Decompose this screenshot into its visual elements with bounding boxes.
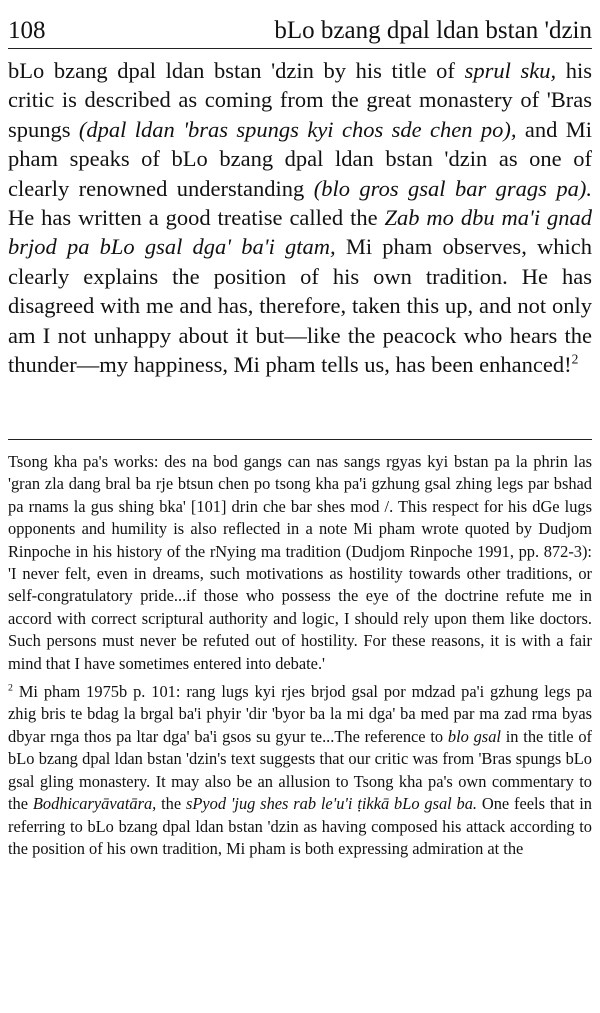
main-text	[8, 56, 592, 379]
text-run: bLo bzang dpal ldan bstan 'dzin by his title of	[8, 58, 465, 83]
text-run: He has written a good treatise called the	[8, 205, 385, 231]
italic-run: Bodhicaryāvatāra,	[32, 794, 157, 814]
footnote-2	[8, 681, 592, 860]
italic-run: blo gsal	[447, 726, 501, 746]
body-paragraph	[8, 56, 592, 379]
italic-run: sPyod 'jug shes rab le'u'i ṭikkā bLo gsal ba.	[185, 794, 478, 814]
footnote-rule	[8, 439, 592, 440]
footnotes	[8, 451, 592, 860]
text-run: One feels that in referring to bLo bzang dpal ldan bstan 'dzin as having composed his attack according to the position of his own tradition, Mi pham is both expressing admiration at the	[8, 794, 592, 858]
text-run: his critic is described as coming from the great monastery of 'Bras spungs	[8, 58, 592, 142]
italic-run: (blo gros gsal bar grags pa).	[313, 175, 592, 201]
running-header	[8, 2, 592, 46]
italic-run: sprul sku,	[464, 58, 557, 83]
text-run: the	[156, 794, 186, 814]
italic-run: (dpal ldan 'bras spungs kyi chos sde chen po),	[78, 116, 517, 142]
page-number: 108	[8, 17, 46, 44]
header-rule	[8, 48, 592, 49]
running-title: bLo bzang dpal ldan bstan 'dzin	[274, 17, 592, 44]
footnote-continued: Tsong kha pa's works: des na bod gangs can nas sangs rgyas kyi bstan pa la phrin las 'gran zla dang bral ba rje btsun chen po tsong kha pa'i gzhung gsal zhing legs par bshad pa rnams la gus shing bka' [101] drin che bar shes mod /. This respect for his dGe lugs opponents and humility is also reflected in a note Mi pham wrote quoted by Dudjom Rinpoche in his history of the rNying ma tradition (Dudjom Rinpoche 1991, pp. 872-3): 'I never felt, even in dreams, such motivations as hostility towards other traditions, or self-congratulatory pride...if those who possess the eye of the doctrine refute me in accord with correct scriptural authority and logic, I should rely upon them like doctors. Such persons must never be refuted out of hostility. For these reasons, it is with a fair mind that I have sometimes entered into debate.'	[8, 452, 592, 673]
italic-run: Zab mo dbu ma'i gnad brjod pa bLo gsal dga' ba'i gtam,	[8, 205, 592, 260]
text-run: Mi pham 1975b p. 101: rang lugs kyi rjes brjod gsal por mdzad pa'i gzhung legs pa zhig bris te bdag la brgal ba'i phyir 'dir 'byor ba la mi dga' ba med par ma zad rma byas dbyar rnga thos pa ltar dga' ba'i gsos su gyur te...The reference to	[8, 682, 592, 746]
text-run: in the title of bLo bzang dpal ldan bstan 'dzin's text suggests that our critic was from 'Bras spungs bLo gsal gling monastery. It may also be an allusion to Tsong kha pa's own commentary to the	[8, 726, 592, 814]
text-run: Mi pham observes, which clearly explains the position of his own tradition. He has disagreed with me and has, therefore, taken this up, and not only am I not unhappy about it but—like the peacock who hears the thunder—my happiness, Mi pham tells us, has been enhanced!	[8, 234, 592, 378]
text-run: and Mi pham speaks of bLo bzang dpal ldan bstan 'dzin as one of clearly renowned understanding	[8, 116, 593, 201]
footnote-marker: 2	[8, 682, 13, 694]
footnote-reference[interactable]: 2	[571, 351, 579, 367]
